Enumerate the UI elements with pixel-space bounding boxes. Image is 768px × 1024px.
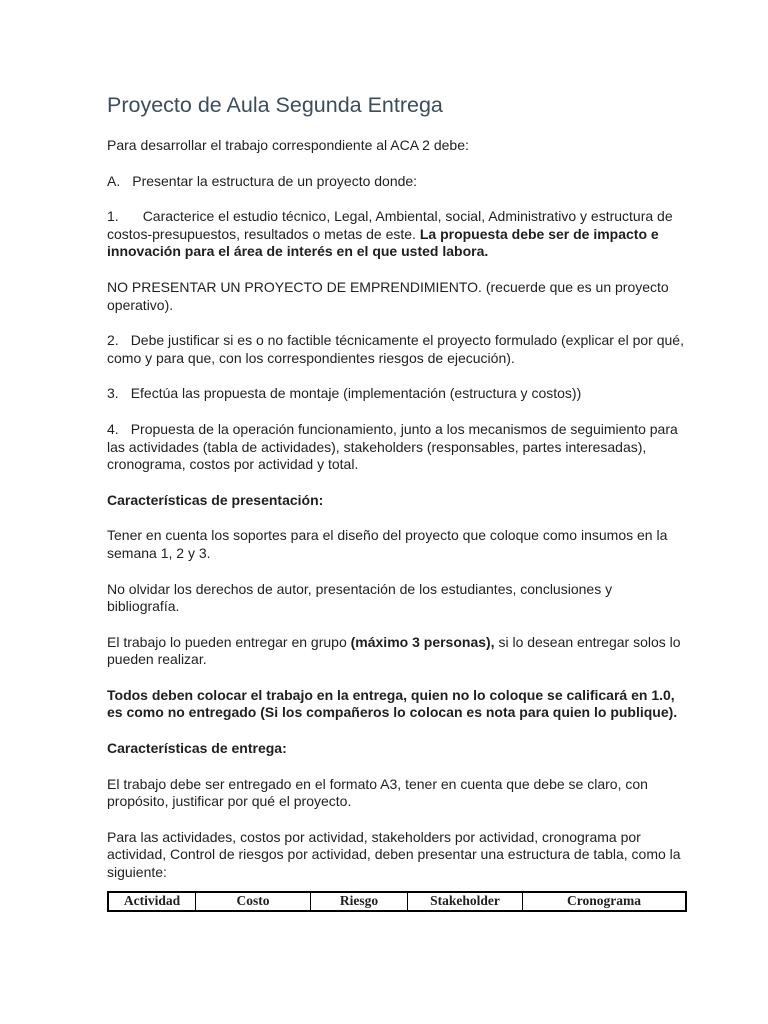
page-title: Proyecto de Aula Segunda Entrega bbox=[107, 93, 443, 117]
item-a-text: Presentar la estructura de un proyecto donde: bbox=[132, 172, 418, 189]
grupo-after: si lo desean entregar solos lo pueden realizar. bbox=[107, 633, 681, 668]
item-1-text: Caracterice el estudio técnico, Legal, Ambiental, social, Administrativo y estructura de costos-presupuestos, resultados o metas de este. bbox=[107, 208, 673, 242]
item-3-marker: 3. bbox=[107, 385, 119, 402]
document-page bbox=[107, 92, 687, 912]
actividades-paragraph: Para las actividades, costos por actividad, stakeholders por actividad, cronograma por actividad, Control de riesgos por actividad, deben presentar una estructura de tabla, como la siguiente: bbox=[107, 828, 681, 881]
no-presentar-paragraph: NO PRESENTAR UN PROYECTO DE EMPRENDIMIENTO. (recuerde que es un proyecto operativo). bbox=[107, 278, 669, 313]
intro-paragraph: Para desarrollar el trabajo correspondiente al ACA 2 debe: bbox=[107, 137, 469, 153]
item-3 bbox=[107, 385, 687, 403]
item-4-text: Propuesta de la operación funcionamiento, junto a los mecanismos de seguimiento para las actividades (tabla de actividades), stakeholders (responsables, partes interesadas), cronograma, costos por actividad y total. bbox=[107, 420, 678, 473]
item-2 bbox=[107, 332, 687, 367]
item-a-marker: A. bbox=[107, 172, 121, 189]
item-1 bbox=[107, 208, 687, 261]
soportes-paragraph: Tener en cuenta los soportes para el diseño del proyecto que coloque como insumos en la semana 1, 2 y 3. bbox=[107, 527, 668, 561]
todos-bold: Todos deben colocar el trabajo en la entrega, quien no lo coloque se calificará en 1.0, es como no entregado (Si los compañeros lo colocan es nota para quien lo publique). bbox=[107, 686, 678, 721]
table-header-row bbox=[108, 892, 686, 911]
grupo-bold: (máximo 3 personas), bbox=[350, 633, 495, 650]
table-header-cell: Actividad bbox=[108, 892, 196, 911]
formato-paragraph: El trabajo debe ser entregado en el formato A3, tener en cuenta que debe se claro, con propósito, justificar por qué el proyecto. bbox=[107, 775, 648, 810]
derechos-paragraph: No olvidar los derechos de autor, presentación de los estudiantes, conclusiones y bibliografía. bbox=[107, 580, 613, 615]
table-header-cell: Cronograma bbox=[523, 892, 687, 911]
table-header-cell: Stakeholder bbox=[408, 892, 523, 911]
heading-presentacion bbox=[107, 492, 687, 510]
item-1-bold: La propuesta debe ser de impacto e innovación para el área de interés en el que usted labora. bbox=[107, 225, 659, 260]
item-1-marker: 1. bbox=[107, 208, 119, 225]
item-a bbox=[107, 173, 687, 191]
item-2-text: Debe justificar si es o no factible técnicamente el proyecto formulado (explicar el por qué, como y para que, con los correspondientes riesgos de ejecución). bbox=[107, 332, 684, 366]
item-4-marker: 4. bbox=[107, 420, 119, 437]
item-4 bbox=[107, 421, 687, 474]
table-header-cell: Costo bbox=[196, 892, 311, 911]
heading-presentacion-text: Características de presentación: bbox=[107, 491, 324, 508]
heading-entrega bbox=[107, 740, 687, 758]
activities-table bbox=[107, 891, 687, 912]
item-2-marker: 2. bbox=[107, 332, 119, 349]
todos-paragraph bbox=[107, 687, 687, 722]
grupo-paragraph bbox=[107, 634, 687, 669]
heading-entrega-text: Características de entrega: bbox=[107, 740, 287, 757]
grupo-before: El trabajo lo pueden entregar en grupo bbox=[107, 633, 347, 650]
table-header-cell: Riesgo bbox=[311, 892, 408, 911]
item-3-text: Efectúa las propuesta de montaje (implementación (estructura y costos)) bbox=[130, 385, 582, 402]
